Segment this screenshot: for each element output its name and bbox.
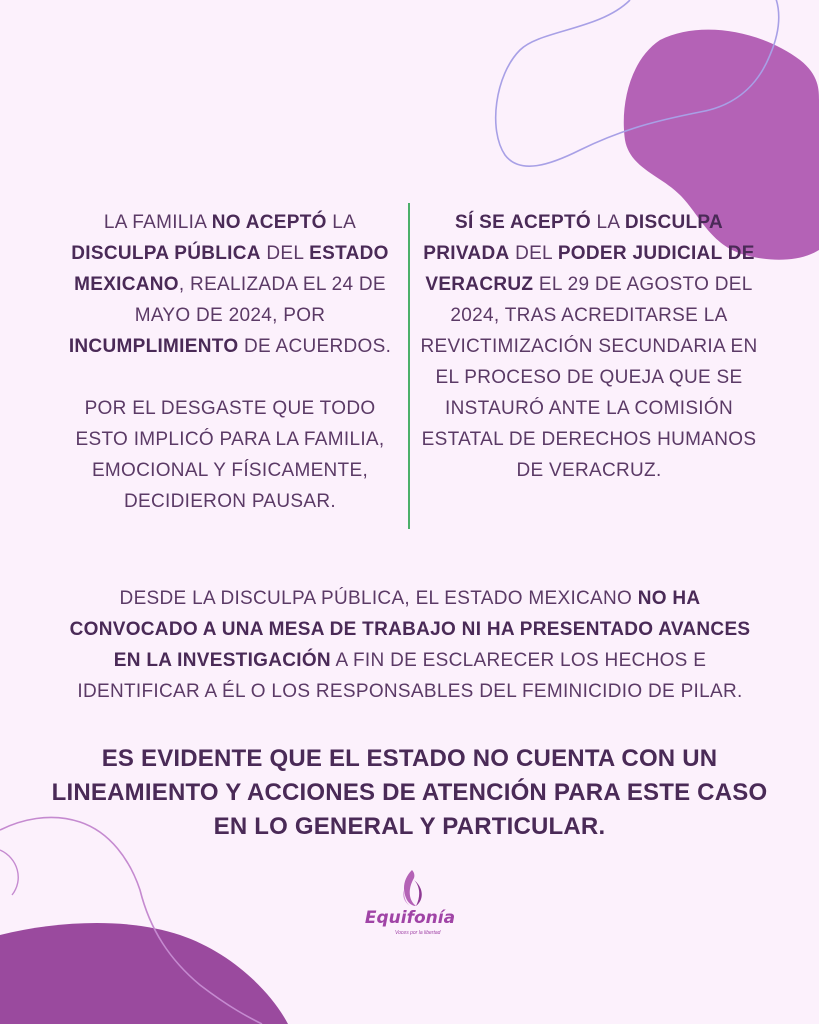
text-span: LA FAMILIA xyxy=(103,212,212,233)
text-span: DE ACUERDOS. xyxy=(238,336,392,357)
bold-span: NO HA CONVOCADO A UNA MESA DE TRABAJO NI HA PRESENTADO AVANCES EN LA INVESTIGACIÓN xyxy=(69,588,751,671)
left-paragraph-2: POR EL DESGASTE QUE TODO ESTO IMPLICÓ PARA LA FAMILIA, EMOCIONAL Y FÍSICAMENTE, DECIDIERON PAUSAR. xyxy=(75,398,385,512)
equifonia-logo xyxy=(355,868,465,938)
text-span: , REALIZADA EL 24 DE MAYO DE 2024, POR xyxy=(134,274,386,326)
bottom-left-blob xyxy=(0,923,288,1024)
paragraph-gap xyxy=(60,362,400,393)
middle-paragraph xyxy=(60,583,760,707)
text-span: A FIN DE ESCLARECER LOS HECHOS E IDENTIFICAR A ÉL O LOS RESPONSABLES DEL FEMINICIDIO DE PILAR. xyxy=(77,650,743,702)
conclusion-statement: ES EVIDENTE QUE EL ESTADO NO CUENTA CON UN LINEAMIENTO Y ACCIONES DE ATENCIÓN PARA ESTE CASO EN LO GENERAL Y PARTICULAR. xyxy=(51,745,768,840)
text-span: DESDE LA DISCULPA PÚBLICA, EL ESTADO MEXICANO xyxy=(119,588,638,609)
text-span: LA xyxy=(590,212,625,233)
right-paragraph xyxy=(416,207,762,486)
bold-span: INCUMPLIMIENTO xyxy=(68,336,239,357)
text-span: EL 29 DE AGOSTO DEL 2024, TRAS ACREDITARSE LA REVICTIMIZACIÓN SECUNDARIA EN EL PROCESO DE QUEJA QUE SE INSTAURÓ ANTE LA COMISIÓN ESTATAL DE DERECHOS HUMANOS DE VERACRUZ. xyxy=(420,274,758,481)
brand-name: Equifonía xyxy=(364,908,456,928)
right-column xyxy=(416,207,762,486)
bold-span: NO ACEPTÓ xyxy=(211,212,327,233)
bottom-left-outline-curve-2 xyxy=(0,850,18,895)
text-span: LA xyxy=(326,212,357,233)
bold-span: SÍ SE ACEPTÓ xyxy=(455,212,591,233)
bold-span: PODER JUDICIAL DE VERACRUZ xyxy=(425,243,755,295)
flame-petal-icon xyxy=(394,868,426,908)
left-paragraph-1 xyxy=(60,207,400,362)
column-divider xyxy=(408,203,410,529)
bold-span: DISCULPA PÚBLICA xyxy=(71,243,261,264)
brand-tagline: Voces por la libertad xyxy=(395,930,441,936)
bold-span: ESTADO MEXICANO xyxy=(74,243,389,295)
bold-span: DISCULPA PRIVADA xyxy=(423,212,723,264)
text-span: DEL xyxy=(509,243,558,264)
text-span: DEL xyxy=(260,243,310,264)
left-column xyxy=(60,207,400,517)
